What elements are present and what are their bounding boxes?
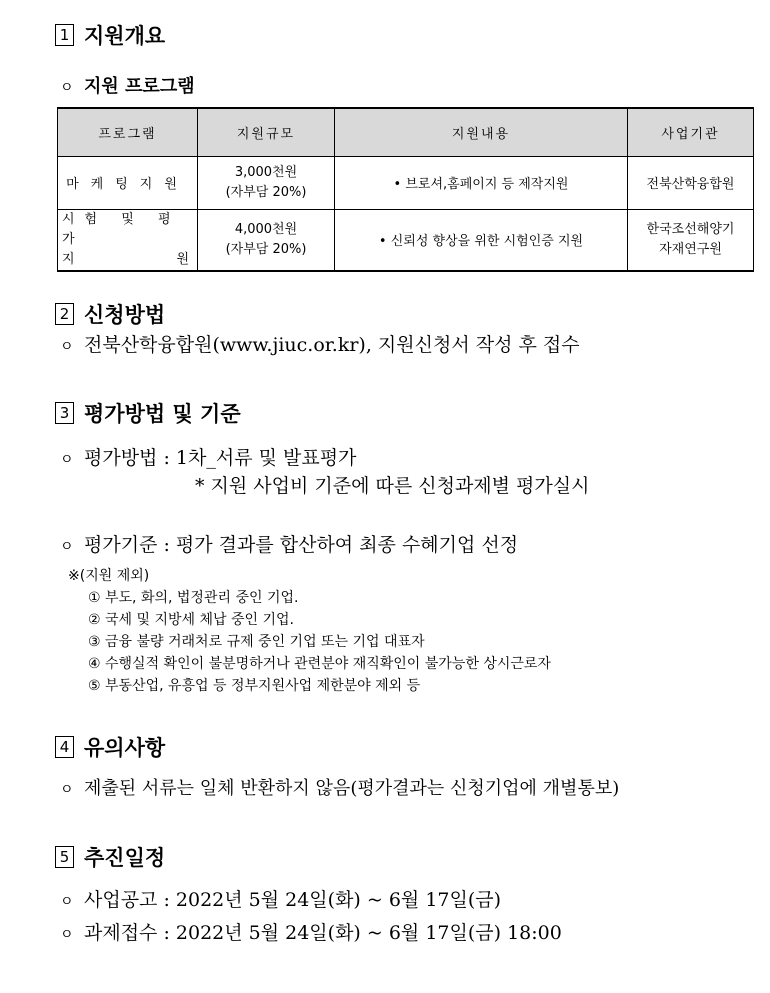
agency-cell: 한국조선해양기 자재연구원 [628, 209, 754, 271]
table-header-cell: 지원내용 [335, 108, 628, 156]
section-number: 1 [55, 24, 74, 46]
program-cell-part: 지 [62, 251, 75, 267]
bullet-marker: ㅇ [60, 452, 74, 468]
bullet-marker: ㅇ [60, 80, 74, 96]
exclusion-item: ⑤ 부동산업, 유흥업 등 정부지원사업 제한분야 제외 등 [88, 678, 421, 694]
section-number: 5 [55, 846, 74, 868]
table-row [58, 209, 754, 271]
section-number: 2 [55, 303, 74, 325]
bullet-marker: ㅇ [60, 894, 74, 910]
section-number: 3 [55, 402, 74, 424]
eval-method-line: ㅇ 평가방법 : 1차_서류 및 발표평가 [60, 447, 357, 469]
exclusion-title: ※(지원 제외) [68, 568, 150, 584]
table-header-cell: 사업기관 [628, 108, 754, 156]
section-1-heading [55, 20, 165, 50]
content-cell: • 신뢰성 향상을 위한 시험인증 지원 [335, 209, 628, 271]
bullet-marker: ㅇ [60, 782, 74, 798]
exclusion-item: ① 부도, 화의, 법정관리 중인 기업. [88, 590, 299, 606]
section-title: 지원개요 [84, 24, 166, 48]
section-title: 추진일정 [84, 846, 166, 870]
program-cell: 시험 및 평가 지 원 [58, 209, 198, 271]
section-title: 평가방법 및 기준 [84, 402, 241, 426]
support-program-table [57, 107, 754, 272]
section-number: 4 [55, 736, 74, 758]
exclusion-item: ④ 수행실적 확인이 불분명하거나 관련분야 재직확인이 불가능한 상시근로자 [88, 656, 551, 672]
scale-cell: 4,000천원 (자부담 20%) [198, 209, 335, 271]
table-header-cell: 지원규모 [198, 108, 335, 156]
notes-line: ㅇ 제출된 서류는 일체 반환하지 않음(평가결과는 신청기업에 개별통보) [60, 778, 620, 799]
apply-line: ㅇ 전북산학융합원(www.jiuc.or.kr), 지원신청서 작성 후 접수 [60, 334, 580, 356]
table-row [58, 156, 754, 209]
section-title: 신청방법 [84, 303, 166, 327]
table-header-cell: 프로그램 [58, 108, 198, 156]
schedule-line: ㅇ 사업공고 : 2022년 5월 24일(화) ~ 6월 17일(금) [60, 889, 502, 911]
section-4-heading [55, 732, 165, 762]
program-cell-part: 원 [176, 251, 189, 267]
exclusion-item: ② 국세 및 지방세 체납 중인 기업. [88, 612, 294, 628]
section-3-heading [55, 398, 241, 428]
scale-cell: 3,000천원 (자부담 20%) [198, 156, 335, 209]
eval-criteria-line: ㅇ 평가기준 : 평가 결과를 합산하여 최종 수혜기업 선정 [60, 534, 519, 556]
bullet-marker: ㅇ [60, 539, 74, 555]
agency-cell: 전북산학융합원 [628, 156, 754, 209]
section-2-heading [55, 299, 165, 329]
schedule-line: ㅇ 과제접수 : 2022년 5월 24일(화) ~ 6월 17일(금) 18:00 [60, 922, 562, 944]
eval-method-note: * 지원 사업비 기준에 따른 신청과제별 평가실시 [195, 475, 590, 497]
section-title: 유의사항 [84, 736, 166, 760]
support-program-subtitle: ㅇ 지원 프로그램 [60, 76, 195, 97]
content-cell: • 브로셔,홈페이지 등 제작지원 [335, 156, 628, 209]
section-5-heading [55, 842, 165, 872]
bullet-marker: ㅇ [60, 927, 74, 943]
exclusion-item: ③ 금융 불량 거래처로 규제 중인 기업 또는 기업 대표자 [88, 634, 425, 650]
bullet-marker: ㅇ [60, 339, 74, 355]
program-cell: 마케팅지원 [58, 156, 198, 209]
table-header-row [58, 108, 754, 156]
